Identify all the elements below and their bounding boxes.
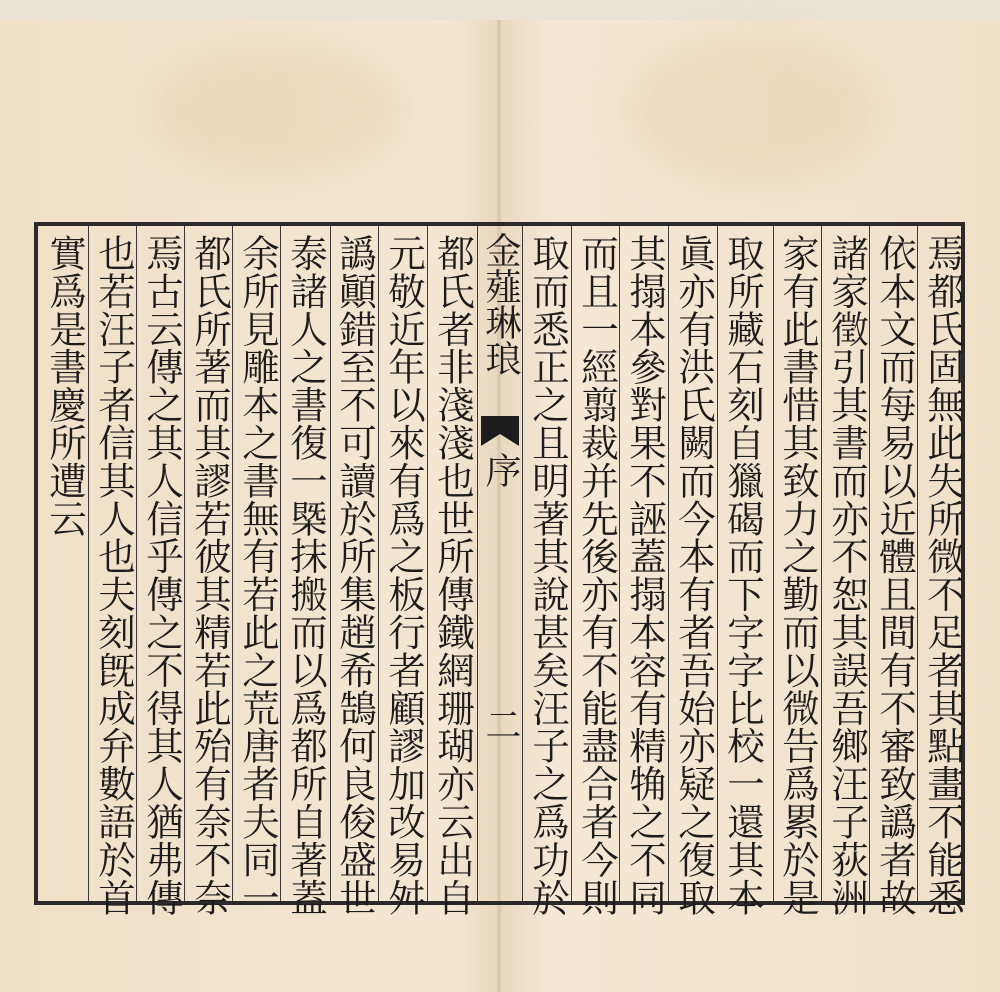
text-column: 實爲是書慶所遭云 bbox=[43, 234, 87, 538]
text-column: 取所藏石刻自獵碣而下字字比校一還其本 bbox=[721, 234, 765, 917]
text-column: 家有此書惜其致力之勤而以微告爲累於是 bbox=[776, 234, 820, 917]
text-column: 而且一經翦裁并先後亦有不能盡合者今則 bbox=[575, 234, 619, 917]
section-label: 序 bbox=[480, 452, 521, 488]
text-column: 元敬近年以來有爲之板行者顧謬加改易舛 bbox=[382, 234, 426, 917]
column-rule bbox=[717, 226, 718, 901]
text-column: 焉都氏固無此失所微不足者其點畫不能悉 bbox=[921, 234, 965, 917]
text-column: 都氏者非淺淺也世所傳鐵網珊瑚亦云出自 bbox=[431, 234, 475, 917]
text-column: 其搨本參對果不誣蓋搨本容有精觕之不同 bbox=[623, 234, 667, 917]
column-rule bbox=[330, 226, 331, 901]
paper-stain bbox=[150, 40, 410, 180]
text-column: 都氏所著而其謬若彼其精若此殆有奈不奈 bbox=[188, 234, 232, 917]
text-column: 依本文而每易以近體且間有不審致譌者故 bbox=[873, 234, 917, 917]
book-title: 金薤琳琅 bbox=[480, 232, 521, 376]
text-column: 也若汪子者信其人也夫刻旣成弁數語於首 bbox=[92, 234, 136, 917]
text-column: 余所見雕本之書無有若此之荒唐者夫同一 bbox=[236, 234, 280, 917]
text-column: 譌顚錯至不可讀於所集趙希鵠何良俊盛世 bbox=[333, 234, 377, 917]
page-number: 二 bbox=[480, 706, 521, 742]
text-column: 泰諸人之書復一槩抹搬而以爲都所自著蓋 bbox=[284, 234, 328, 917]
column-rule bbox=[88, 226, 89, 901]
text-column: 眞亦有洪氏闕而今本有者吾始亦疑之復取 bbox=[672, 234, 716, 917]
paper-stain bbox=[620, 30, 880, 190]
text-column: 取而悉正之且明著其說甚矣汪子之爲功於 bbox=[526, 234, 570, 917]
scan-top-strip bbox=[0, 0, 1000, 20]
column-rule bbox=[668, 226, 669, 901]
column-rule bbox=[427, 226, 428, 901]
text-column: 焉古云傳之其人信乎傳之不得其人猶弗傳 bbox=[140, 234, 184, 917]
center-column bbox=[477, 226, 523, 901]
fishtail-icon bbox=[481, 416, 519, 446]
column-rule bbox=[378, 226, 379, 901]
column-rule bbox=[571, 226, 572, 901]
column-rule bbox=[821, 226, 822, 901]
text-column: 諸家徵引其書而亦不恕其誤吾鄉汪子荻洲 bbox=[825, 234, 869, 917]
column-rule bbox=[773, 226, 774, 901]
